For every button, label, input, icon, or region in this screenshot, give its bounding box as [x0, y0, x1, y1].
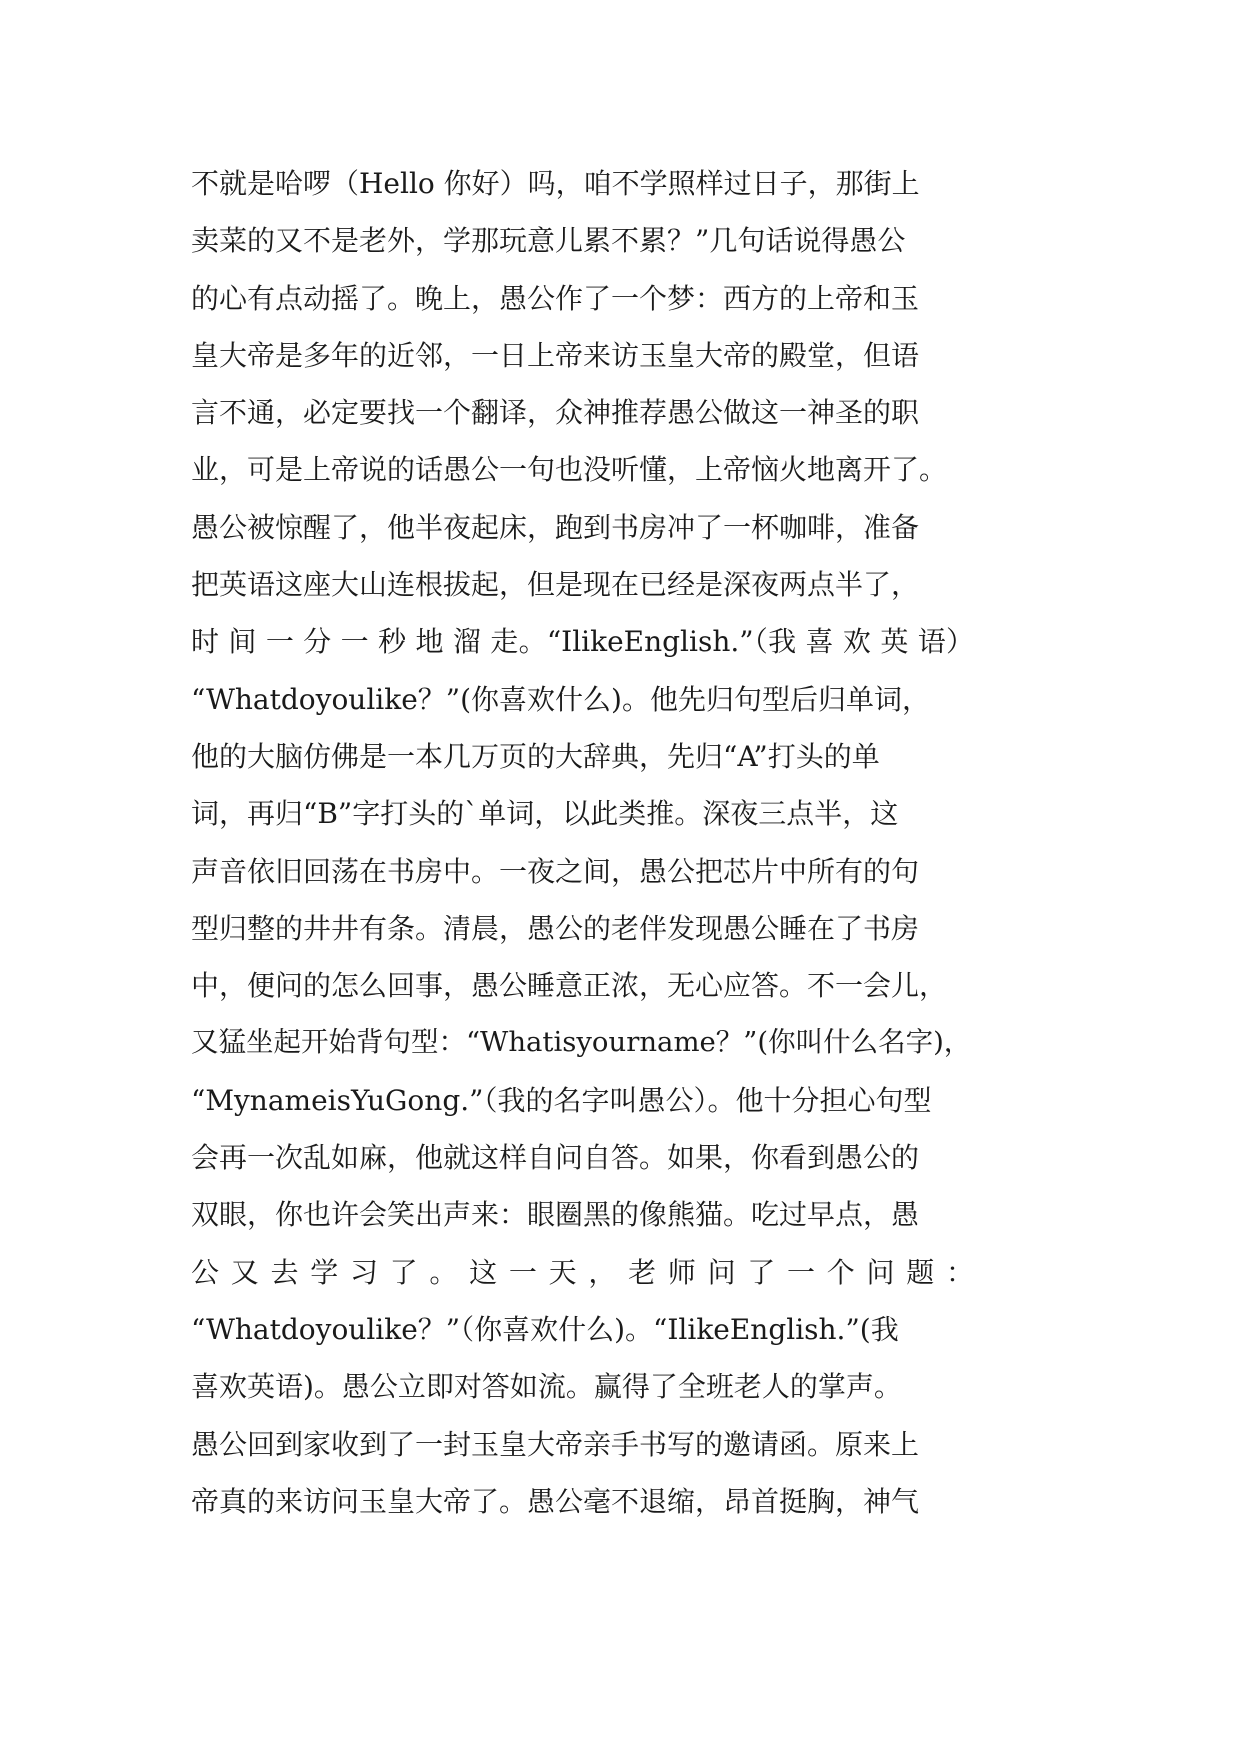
- text-line: 帝真的来访问玉皇大帝了。愚公毫不退缩，昂首挺胸，神气: [191, 1484, 920, 1518]
- text-line: “MynameisYuGong.”（我的名字叫愚公）。他十分担心句型: [191, 1083, 932, 1117]
- text-line: 业，可是上帝说的话愚公一句也没听懂，上帝恼火地离开了。: [191, 453, 948, 487]
- text-line: 不就是哈啰（Hello 你好）吗，咱不学照样过日子，那街上: [191, 167, 920, 200]
- text-line: 公 又 去 学 习 了 。 这 一 天 ， 老 师 问 了 一 个 问 题 ：: [191, 1255, 974, 1289]
- text-line: 又猛坐起开始背句型：“Whatisyourname？”(你叫什么名字)，: [191, 1026, 972, 1059]
- text-line: 的心有点动摇了。晚上，愚公作了一个梦：西方的上帝和玉: [191, 281, 920, 315]
- text-line: 会再一次乱如麻，他就这样自问自答。如果，你看到愚公的: [191, 1141, 920, 1175]
- text-line: “Whatdoyoulike？”(你喜欢什么)。他先归句型后归单词，: [191, 682, 930, 716]
- text-line: 他的大脑仿佛是一本几万页的大辞典，先归“A”打头的单: [191, 739, 880, 773]
- text-line: 词，再归“B”字打头的`单词，以此类推。深夜三点半，这: [191, 797, 899, 831]
- body-text: [191, 155, 974, 1530]
- text-line: 愚公被惊醒了，他半夜起床，跑到书房冲了一杯咖啡，准备: [191, 510, 920, 544]
- text-line: 型归整的井井有条。清晨，愚公的老伴发现愚公睡在了书房: [191, 911, 920, 945]
- text-line: 皇大帝是多年的近邻，一日上帝来访玉皇大帝的殿堂，但语: [191, 338, 920, 372]
- text-line: “Whatdoyoulike？”（你喜欢什么)。“IlikeEnglish.”(我: [191, 1312, 899, 1346]
- text-line: 中，便问的怎么回事，愚公睡意正浓，无心应答。不一会儿，: [191, 969, 948, 1003]
- text-line: 愚公回到家收到了一封玉皇大帝亲手书写的邀请函。原来上: [191, 1427, 920, 1461]
- text-line: 把英语这座大山连根拔起，但是现在已经是深夜两点半了，: [191, 568, 920, 602]
- text-line: 声音依旧回荡在书房中。一夜之间，愚公把芯片中所有的句: [191, 854, 920, 888]
- text-line: 言不通，必定要找一个翻译，众神推荐愚公做这一神圣的职: [191, 396, 920, 430]
- text-line: 卖菜的又不是老外，学那玩意儿累不累？”几句话说得愚公: [191, 224, 906, 258]
- text-line: 时 间 一 分 一 秒 地 溜 走。“IlikeEnglish.”（我 喜 欢 英 语）: [191, 625, 974, 659]
- text-line: 双眼，你也许会笑出声来：眼圈黑的像熊猫。吃过早点，愚: [191, 1198, 920, 1232]
- text-line: 喜欢英语)。愚公立即对答如流。赢得了全班老人的掌声。: [191, 1370, 902, 1404]
